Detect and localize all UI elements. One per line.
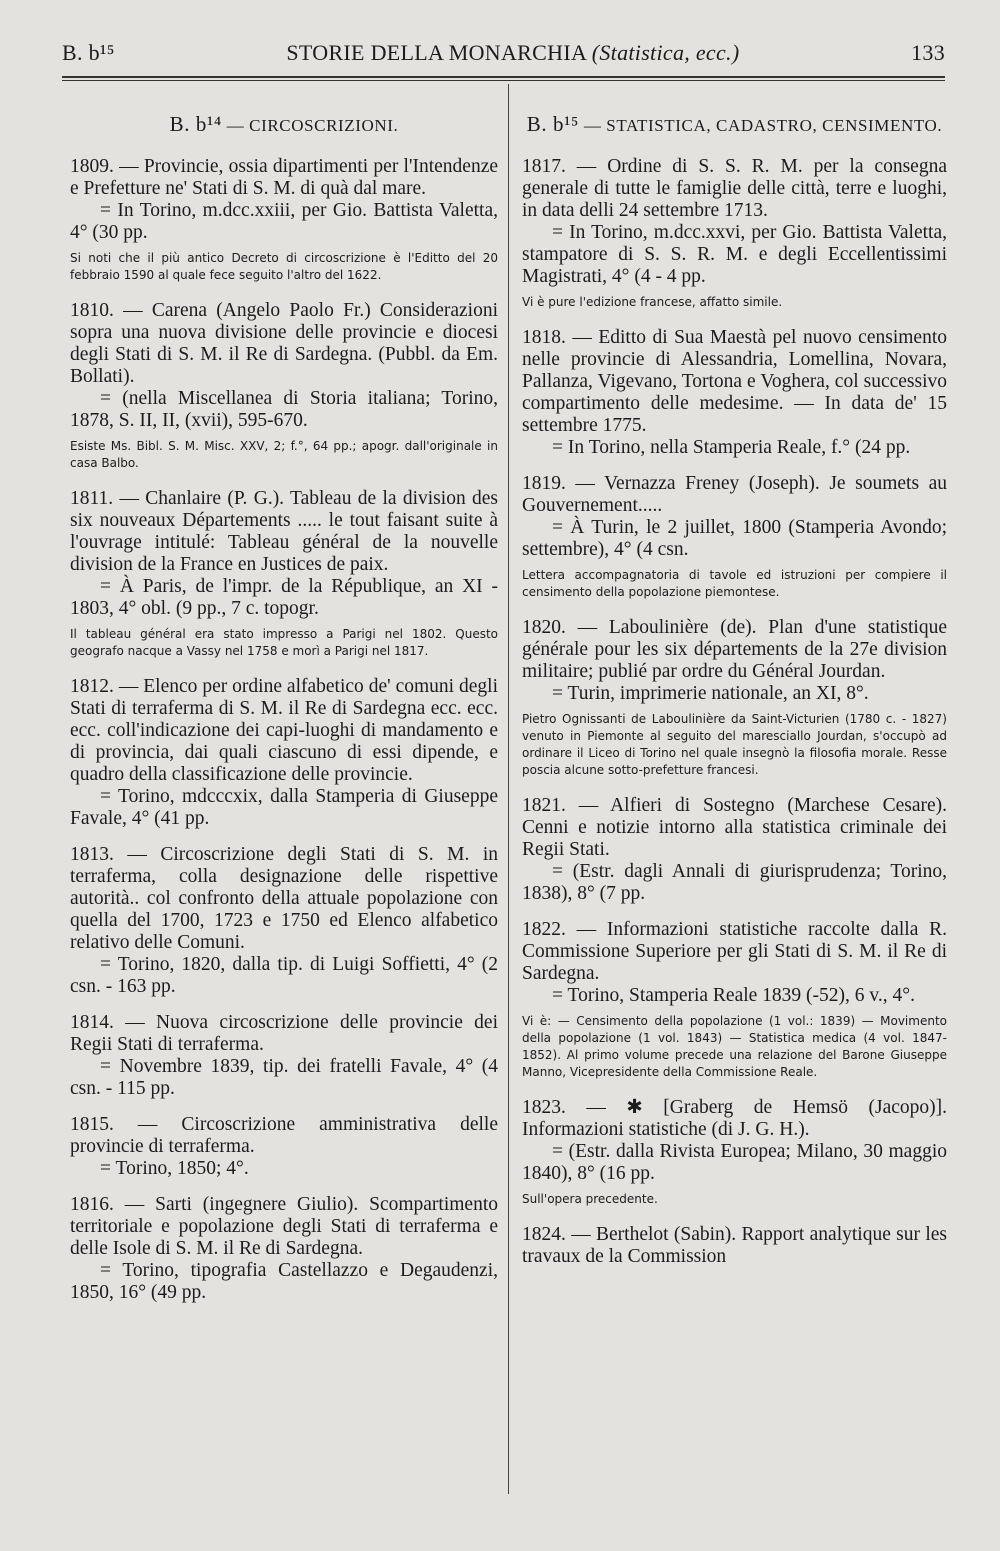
entry-text: 1809. — Provincie, ossia dipartimenti per l'Intendenze e Prefetture ne' Stati di S. M. di quà dal mare. xyxy=(70,156,498,199)
left-column xyxy=(70,102,498,1318)
entry-note: Pietro Ognissanti de Laboulinière da Saint-Victurien (1780 c. - 1827) venuto in Piemonte al seguito del maresciallo Jourdan, s'occupò ad ordinare il Liceo di Torino nel quale insegnò la filosofia morale. Resse poscia alcune sotto-prefetture francesi. xyxy=(522,712,947,777)
entry-publication: = Turin, imprimerie nationale, an XI, 8°. xyxy=(552,683,869,704)
header-rule-thin xyxy=(62,80,945,81)
entry-text: 1812. — Elenco per ordine alfabetico de' comuni degli Stati di terraferma di S. M. il Re di Sardegna ecc. ecc. ecc. coll'indicazione dei capi-luoghi di mandamento e di provincia, dai quali ciascuno di essi dipende, e quadro della classificazione delle provincie. xyxy=(70,676,498,785)
bibliography-entry xyxy=(522,473,947,601)
entry-publication: = In Torino, m.dcc.xxiii, per Gio. Battista Valetta, 4° (30 pp. xyxy=(70,200,498,243)
bibliography-entry xyxy=(70,488,498,660)
header-title xyxy=(286,40,739,66)
entry-list xyxy=(522,156,947,1268)
bibliography-entry xyxy=(522,1224,947,1268)
column-divider xyxy=(508,84,509,1494)
right-column xyxy=(522,102,947,1282)
entry-text: 1810. — Carena (Angelo Paolo Fr.) Considerazioni sopra una nuova divisione delle provincie e diocesi degli Stati di S. M. il Re di Sardegna. (Pubbl. da Em. Bollati). xyxy=(70,300,498,387)
entry-note: Vi è pure l'edizione francese, affatto simile. xyxy=(522,295,783,309)
section-heading-statistica xyxy=(522,112,947,138)
entry-publication: = (Estr. dagli Annali di giurisprudenza; Torino, 1838), 8° (7 pp. xyxy=(522,861,947,904)
entry-publication: = In Torino, nella Stamperia Reale, f.° (24 pp. xyxy=(552,437,911,458)
entry-text: 1815. — Circoscrizione amministrativa delle provincie di terraferma. xyxy=(70,1114,498,1157)
entry-publication: = Torino, 1820, dalla tip. di Luigi Soffietti, 4° (2 csn. - 163 pp. xyxy=(70,954,498,997)
entry-publication: = (nella Miscellanea di Storia italiana; Torino, 1878, S. II, II, (xvii), 595-670. xyxy=(70,388,498,431)
header-title-main: STORIE DELLA MONARCHIA xyxy=(286,40,586,65)
header-section-code: B. b¹⁵ xyxy=(62,40,115,65)
running-header xyxy=(62,40,945,80)
entry-publication: = Novembre 1839, tip. dei fratelli Favale, 4° (4 csn. - 115 pp. xyxy=(70,1056,498,1099)
bibliography-entry xyxy=(522,617,947,779)
entry-publication: = Torino, mdcccxix, dalla Stamperia di Giuseppe Favale, 4° (41 pp. xyxy=(70,786,498,829)
entry-text: 1813. — Circoscrizione degli Stati di S. M. in terraferma, colla designazione delle rispettive autorità.. col confronto della attuale popolazione con quella del 1700, 1723 e 1750 ed Elenco alfabetico relativo delle Comuni. xyxy=(70,844,498,953)
bibliography-entry xyxy=(522,327,947,459)
entry-note: Sull'opera precedente. xyxy=(522,1192,658,1206)
page-number: 133 xyxy=(911,40,945,65)
bibliography-entry xyxy=(70,844,498,998)
entry-text: 1814. — Nuova circoscrizione delle provincie dei Regii Stati di terraferma. xyxy=(70,1012,498,1055)
entry-text: 1817. — Ordine di S. S. R. M. per la consegna generale di tutte le famiglie delle città, terre e luoghi, in data delli 24 settembre 1713. xyxy=(522,156,947,221)
entry-text: 1816. — Sarti (ingegnere Giulio). Scompartimento territoriale e popolazione degli Stati di terraferma e delle Isole di S. M. il Re di Sardegna. xyxy=(70,1194,498,1259)
bibliography-entry xyxy=(522,156,947,311)
entry-text: 1819. — Vernazza Freney (Joseph). Je soumets au Gouvernement..... xyxy=(522,473,947,516)
entry-note: Lettera accompagnatoria di tavole ed istruzioni per compiere il censimento della popolazione piemontese. xyxy=(522,568,947,599)
bibliography-entry xyxy=(70,1194,498,1304)
section-code: B. b¹⁴ xyxy=(169,112,222,136)
entry-publication: = À Turin, le 2 juillet, 1800 (Stamperia Avondo; settembre), 4° (4 csn. xyxy=(522,517,947,560)
entry-text: 1811. — Chanlaire (P. G.). Tableau de la division des six nouveaux Départements ..... le tout faisant suite à l'ouvrage intitulé: Tableau général de la nouvelle division de la France en Justices de paix. xyxy=(70,488,498,575)
entry-note: Esiste Ms. Bibl. S. M. Misc. XXV, 2; f.°, 64 pp.; apogr. dall'originale in casa Balbo. xyxy=(70,439,498,470)
header-title-italic: (Statistica, ecc.) xyxy=(591,40,740,65)
entry-text: 1821. — Alfieri di Sostegno (Marchese Cesare). Cenni e notizie intorno alla statistica criminale dei Regii Stati. xyxy=(522,795,947,860)
bibliography-entry xyxy=(70,156,498,284)
bibliography-entry xyxy=(70,1114,498,1180)
bibliography-entry xyxy=(70,676,498,830)
entry-text: 1818. — Editto di Sua Maestà pel nuovo censimento nelle provincie di Alessandria, Lomellina, Novara, Pallanza, Vigevano, Tortona e Voghera, col successivo compartimento delle medesime. — In data de' 15 settembre 1775. xyxy=(522,327,947,436)
header-rule xyxy=(62,76,945,78)
entry-note: Si noti che il più antico Decreto di circoscrizione è l'Editto del 20 febbraio 1590 al quale fece seguito l'altro del 1622. xyxy=(70,251,498,282)
bibliography-entry xyxy=(70,300,498,472)
entry-publication: = Torino, tipografia Castellazzo e Degaudenzi, 1850, 16° (49 pp. xyxy=(70,1260,498,1303)
section-code: B. b¹⁵ xyxy=(526,112,579,136)
entry-text: 1824. — Berthelot (Sabin). Rapport analytique sur les travaux de la Commission xyxy=(522,1224,947,1267)
section-heading-circoscrizioni xyxy=(70,112,498,138)
section-title: — CIRCOSCRIZIONI. xyxy=(226,116,399,135)
entry-text: 1822. — Informazioni statistiche raccolte dalla R. Commissione Superiore per gli Stati di S. M. il Re di Sardegna. xyxy=(522,919,947,984)
entry-publication: = (Estr. dalla Rivista Europea; Milano, 30 maggio 1840), 8° (16 pp. xyxy=(522,1141,947,1184)
bibliography-entry xyxy=(70,1012,498,1100)
entry-publication: = Torino, 1850; 4°. xyxy=(100,1158,249,1179)
bibliography-entry xyxy=(522,919,947,1081)
entry-publication: = In Torino, m.dcc.xxvi, per Gio. Battista Valetta, stampatore di S. S. R. M. e degli Eccellentissimi Magistrati, 4° (4 - 4 pp. xyxy=(522,222,947,287)
entry-text: 1823. — ✱ [Graberg de Hemsö (Jacopo)]. Informazioni statistiche (di J. G. H.). xyxy=(522,1097,947,1140)
bibliography-entry xyxy=(522,1097,947,1208)
entry-text: 1820. — Laboulinière (de). Plan d'une statistique générale pour les six départements de la 27e division militaire; publié par ordre du Général Jourdan. xyxy=(522,617,947,682)
entry-list xyxy=(70,156,498,1304)
entry-publication: = À Paris, de l'impr. de la République, an XI - 1803, 4° obl. (9 pp., 7 c. topogr. xyxy=(70,576,498,619)
entry-note: Il tableau général era stato impresso a Parigi nel 1802. Questo geografo nacque a Vassy nel 1758 e morì a Parigi nel 1817. xyxy=(70,627,498,658)
section-title: — STATISTICA, CADASTRO, CENSIMENTO. xyxy=(583,116,943,135)
entry-publication: = Torino, Stamperia Reale 1839 (-52), 6 v., 4°. xyxy=(552,985,915,1006)
entry-note: Vi è: — Censimento della popolazione (1 vol.: 1839) — Movimento della popolazione (1 vol. 1843) — Statistica medica (4 vol. 1847-1852). Al primo volume precede una relazione del Barone Giuseppe Manno, Vicepresidente della Commissione Reale. xyxy=(522,1014,947,1079)
bibliography-entry xyxy=(522,795,947,905)
